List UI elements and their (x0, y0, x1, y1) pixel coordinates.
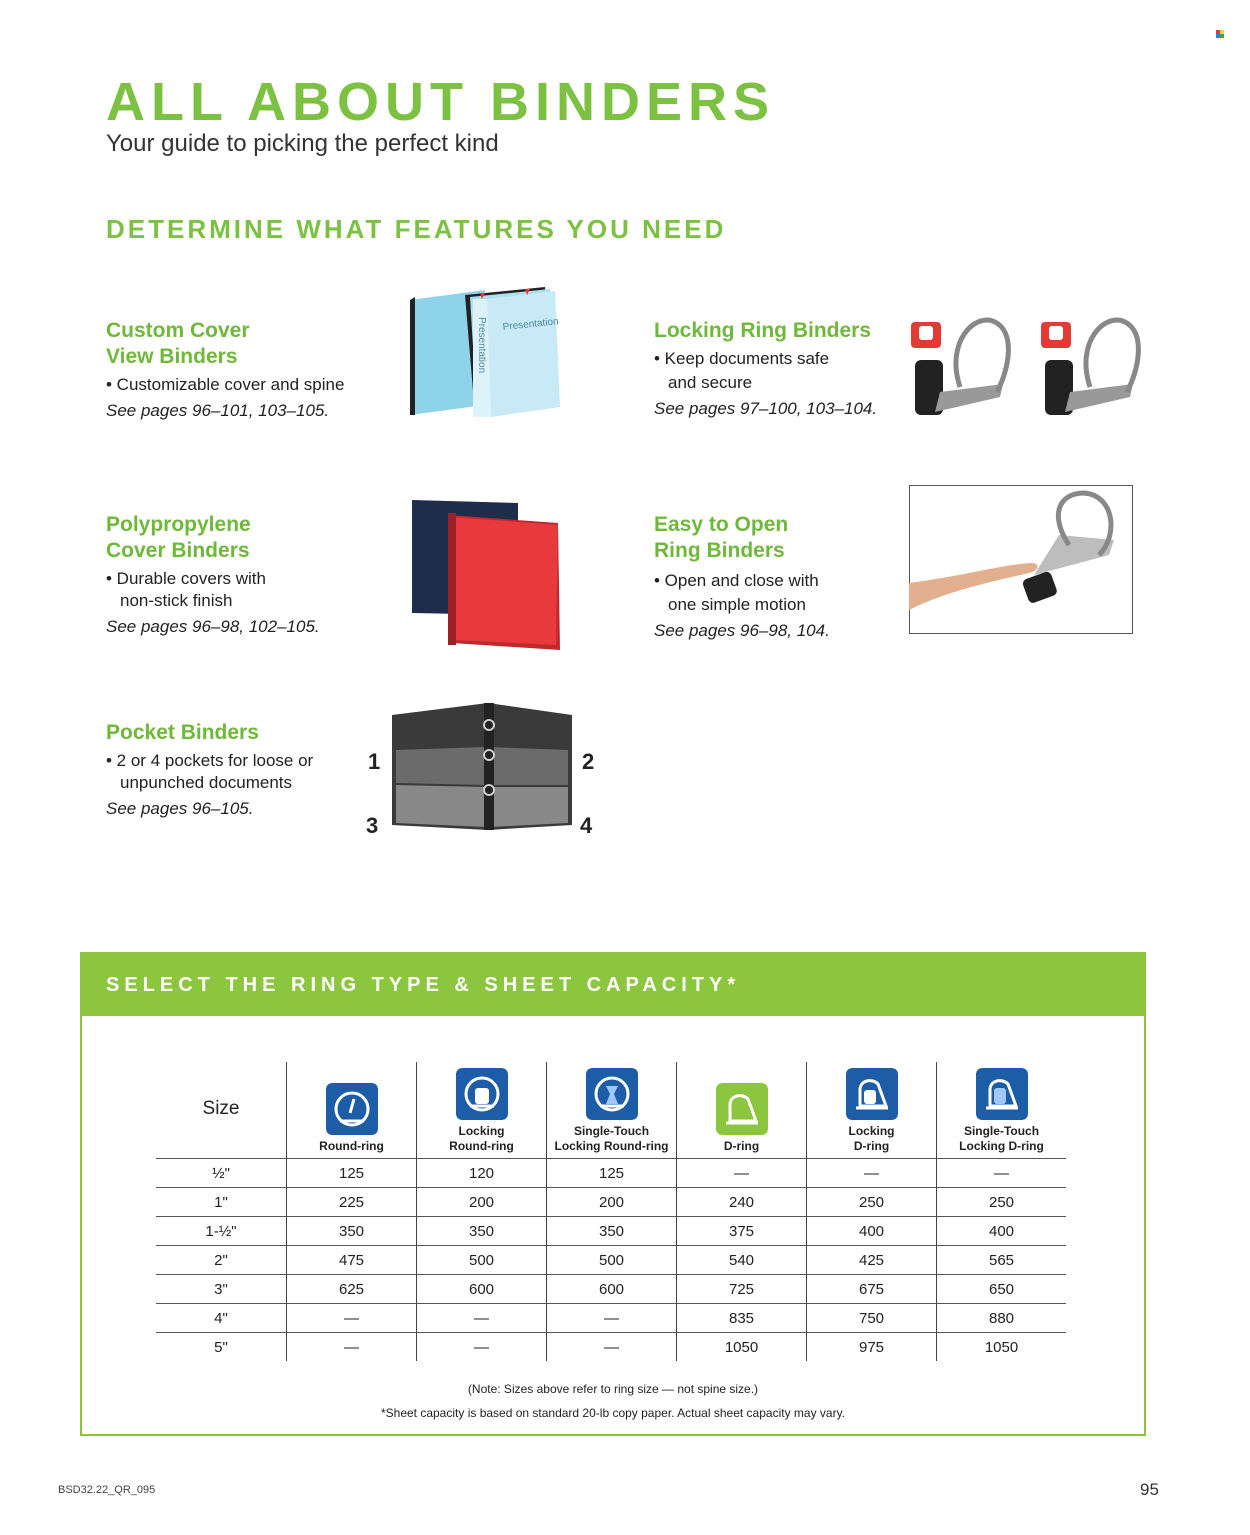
row-size: 3" (156, 1275, 287, 1304)
feature-custom-cover (106, 318, 396, 422)
cell: 600 (547, 1275, 677, 1304)
feature-title-line1: Easy to Open (654, 513, 789, 536)
capacity-panel (80, 952, 1146, 1436)
cell: 425 (807, 1246, 937, 1275)
column-label-2: Round-ring (449, 1139, 514, 1153)
feature-bullet-line2: non-stick finish (120, 591, 233, 610)
cell: 500 (417, 1246, 547, 1275)
column-label: Single-Touch (573, 1124, 650, 1138)
feature-title-line1: Custom Cover (106, 319, 250, 342)
column-label: Round-ring (319, 1139, 384, 1153)
presentation-label: Presentation (502, 316, 560, 333)
column-label: Locking (458, 1124, 505, 1138)
feature-title-line2: View Binders (106, 345, 238, 368)
cell: 475 (287, 1246, 417, 1275)
column-locking-d-ring (807, 1062, 937, 1159)
cell: — (547, 1333, 677, 1362)
cell: 200 (417, 1188, 547, 1217)
row-size: ½" (156, 1159, 287, 1188)
cell: 375 (677, 1217, 807, 1246)
column-label-2: D-ring (853, 1139, 890, 1153)
ring-size-note: (Note: Sizes above refer to ring size — not spine size.) (467, 1382, 759, 1396)
cell: — (417, 1304, 547, 1333)
cell: 225 (287, 1188, 417, 1217)
cell: 350 (287, 1217, 417, 1246)
cell: 400 (807, 1217, 937, 1246)
feature-bullet-line2: unpunched documents (120, 773, 293, 792)
feature-see-pages: See pages 96–105. (106, 799, 254, 818)
catalog-code: BSD32.22_QR_095 (58, 1484, 156, 1496)
size-column-header: Size (202, 1097, 240, 1119)
cell: 750 (807, 1304, 937, 1333)
cell: 625 (287, 1275, 417, 1304)
capacity-table (156, 1062, 1066, 1361)
feature-title-line2: Cover Binders (106, 539, 250, 562)
cell: 240 (677, 1188, 807, 1217)
cell: — (807, 1159, 937, 1188)
locking-d-ring-icon (846, 1068, 898, 1120)
column-round-ring (287, 1062, 417, 1159)
cell: 350 (547, 1217, 677, 1246)
feature-see-pages: See pages 97–100, 103–104. (654, 399, 878, 418)
cell: 500 (547, 1246, 677, 1275)
row-size: 1-½" (156, 1217, 287, 1246)
locking-round-ring-icon (456, 1068, 508, 1120)
page-number: 95 (1140, 1480, 1159, 1499)
section-heading: DETERMINE WHAT FEATURES YOU NEED (106, 214, 727, 244)
locking-ring-image (905, 312, 1145, 427)
pocket-binder-image (360, 695, 610, 840)
cell: — (937, 1159, 1067, 1188)
feature-bullet: • Customizable cover and spine (106, 375, 345, 394)
pocket-label-4: 4 (580, 813, 593, 838)
table-row (156, 1159, 1066, 1188)
feature-pocket-binders (106, 720, 396, 820)
d-ring-icon (716, 1083, 768, 1135)
single-touch-round-ring-icon (586, 1068, 638, 1120)
table-header-row (156, 1062, 1066, 1159)
feature-bullet-line1: • Open and close with (654, 571, 819, 590)
sheet-capacity-note: *Sheet capacity is based on standard 20-lb copy paper. Actual sheet capacity may vary. (380, 1406, 846, 1420)
color-registration-mark (1216, 30, 1224, 38)
cell: 600 (417, 1275, 547, 1304)
column-label-2: Locking D-ring (959, 1139, 1044, 1153)
feature-bullet-line1: • Keep documents safe (654, 349, 830, 368)
cell: 835 (677, 1304, 807, 1333)
column-label: Single-Touch (963, 1124, 1040, 1138)
view-binder-image (405, 285, 565, 425)
row-size: 4" (156, 1304, 287, 1333)
cell: 200 (547, 1188, 677, 1217)
cell: 120 (417, 1159, 547, 1188)
pocket-label-1: 1 (368, 749, 381, 774)
cell: 650 (937, 1275, 1067, 1304)
table-row (156, 1217, 1066, 1246)
feature-bullet-line2: and secure (668, 373, 753, 392)
column-label: D-ring (723, 1139, 760, 1153)
column-label-2: Locking Round-ring (554, 1139, 669, 1153)
table-row (156, 1333, 1066, 1362)
pocket-label-3: 3 (366, 813, 379, 838)
column-label: Locking (848, 1124, 895, 1138)
cell: 880 (937, 1304, 1067, 1333)
table-row (156, 1304, 1066, 1333)
cell: 675 (807, 1275, 937, 1304)
cell: — (417, 1333, 547, 1362)
cell: 1050 (937, 1333, 1067, 1362)
presentation-spine-label: Presentation (476, 317, 487, 374)
feature-polypropylene (106, 512, 396, 638)
table-row (156, 1246, 1066, 1275)
cell: 540 (677, 1246, 807, 1275)
feature-see-pages: See pages 96–98, 104. (654, 621, 830, 640)
row-size: 2" (156, 1246, 287, 1275)
pocket-label-2: 2 (582, 749, 595, 774)
feature-bullet-line1: • 2 or 4 pockets for loose or (106, 751, 314, 770)
column-d-ring (677, 1062, 807, 1159)
cell: 565 (937, 1246, 1067, 1275)
row-size: 5" (156, 1333, 287, 1362)
feature-see-pages: See pages 96–98, 102–105. (106, 617, 320, 636)
feature-bullet-line1: • Durable covers with (106, 569, 266, 588)
single-touch-d-ring-icon (976, 1068, 1028, 1120)
capacity-heading-bar (82, 954, 1144, 1016)
column-locking-round-ring (417, 1062, 547, 1159)
cell: — (287, 1304, 417, 1333)
page-subtitle: Your guide to picking the perfect kind (106, 130, 499, 157)
feature-see-pages: See pages 96–101, 103–105. (106, 401, 330, 420)
cell: 350 (417, 1217, 547, 1246)
cell: 125 (287, 1159, 417, 1188)
row-size: 1" (156, 1188, 287, 1217)
table-row (156, 1188, 1066, 1217)
cell: — (677, 1159, 807, 1188)
cell: 250 (807, 1188, 937, 1217)
round-ring-icon (326, 1083, 378, 1135)
capacity-heading: SELECT THE RING TYPE & SHEET CAPACITY* (106, 974, 741, 996)
feature-title-line1: Polypropylene (106, 513, 251, 536)
cell: 1050 (677, 1333, 807, 1362)
cell: — (287, 1333, 417, 1362)
easy-open-image (909, 485, 1133, 635)
page-title: ALL ABOUT BINDERS (106, 72, 775, 132)
feature-bullet-line2: one simple motion (668, 595, 806, 614)
feature-title-line1: Pocket Binders (106, 721, 259, 744)
cell: 975 (807, 1333, 937, 1362)
cell: 400 (937, 1217, 1067, 1246)
feature-easy-open (654, 512, 944, 642)
feature-title-line1: Locking Ring Binders (654, 319, 872, 342)
table-row (156, 1275, 1066, 1304)
polypropylene-binder-image (408, 495, 568, 655)
cell: — (547, 1304, 677, 1333)
column-single-touch-round-ring (547, 1062, 677, 1159)
feature-title-line2: Ring Binders (654, 539, 785, 562)
feature-locking-ring (654, 318, 944, 420)
cell: 125 (547, 1159, 677, 1188)
cell: 250 (937, 1188, 1067, 1217)
column-single-touch-locking-d-ring (937, 1062, 1067, 1159)
cell: 725 (677, 1275, 807, 1304)
